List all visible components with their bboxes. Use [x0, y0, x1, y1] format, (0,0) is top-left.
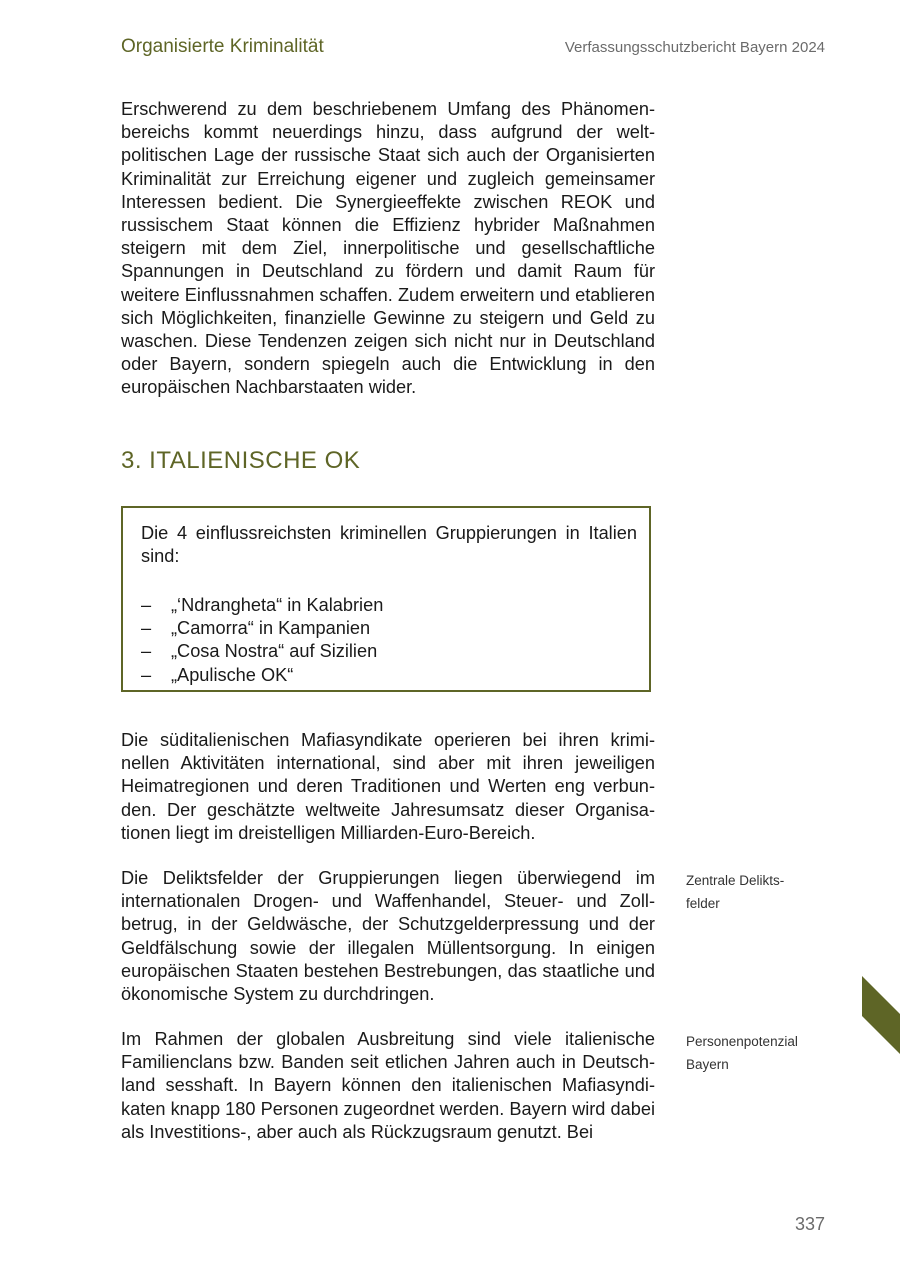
- list-item-text: „Apulische OK“: [171, 664, 294, 685]
- list-item-text: „‘Ndrangheta“ in Kalabrien: [171, 595, 384, 615]
- info-box-intro: Die 4 einflussreichsten kriminellen Gruppierungen in Italien sind:: [141, 523, 637, 567]
- margin-note-crime-fields: [686, 869, 806, 915]
- list-item: [141, 617, 383, 640]
- list-item-text: „Cosa Nostra“ auf Sizilien: [171, 641, 378, 662]
- paragraph-russian-state: Erschwerend zu dem beschriebenem Umfang des Phänomenbereichs kommt neuerdings hinzu, dass aufgrund der weltpolitischen Lage der russische Staat sich auch der Organisierten Kriminalität zur Erreichung eigener und zugleich gemeinsamer Interessen bedient. Die Synergieeffekte zwischen REOK und russischem Staat können die Effizienz hybrider Maßnahmen steigern mit dem Ziel, innerpolitische und gesellschaftliche Spannungen in Deutschland zu fördern und damit Raum für weitere Einflussnahmen schaffen. Zudem erweitern und etablieren sich Möglichkeiten, finanzielle Gewinne zu steigern und Geld zu waschen. Diese Tendenzen zeigen sich nicht nur in Deutschland oder Bayern, sondern spiegeln auch die Entwicklung in den europäischen Nachbarstaaten wider.: [121, 99, 655, 398]
- margin-note-line: Personenpotenzial: [686, 1034, 798, 1049]
- margin-note-personnel: [686, 1030, 806, 1076]
- group-list: [141, 594, 383, 687]
- chapter-tab-marker: [862, 976, 900, 1054]
- section-heading: 3. ITALIENISCHE OK: [121, 447, 361, 474]
- list-item: [141, 594, 383, 617]
- margin-note-line: Zentrale Delikts-: [686, 873, 785, 888]
- list-dash: –: [141, 664, 152, 685]
- margin-note-line: felder: [686, 896, 720, 911]
- chapter-tab-shape: [862, 976, 900, 1054]
- paragraph-crime-fields: Die Deliktsfelder der Gruppierungen liegen überwiegend im internationalen Drogen- und Waffenhandel, Steuer- und Zollbetrug, in der Geldwäsche, der Schutzgelderpressung und der Geldfälschung sowie der illegalen Müllentsorgung. In einigen europäischen Staaten bestehen Bestrebungen, das staatliche und ökonomische System zu durchdringen.: [121, 868, 655, 1005]
- list-dash: –: [141, 595, 152, 615]
- list-dash: –: [141, 641, 152, 662]
- paragraph-mafia-syndicates: Die süditalienischen Mafiasyndikate operieren bei ihren kriminellen Aktivitäten international, sind aber mit ihren jeweiligen Heimatregionen und deren Traditionen und Werten eng verbunden. Der geschätzte weltweite Jahresumsatz dieser Organisationen liegt im dreistelligen Milliarden-Euro-Bereich.: [121, 730, 655, 843]
- list-item-text: „Camorra“ in Kampanien: [171, 618, 371, 639]
- list-item: [141, 664, 383, 687]
- info-box: [121, 506, 651, 692]
- paragraph-personnel-bavaria: Im Rahmen der globalen Ausbreitung sind viele italienische Familienclans bzw. Banden seit etlichen Jahren auch in Deutschland sesshaft. In Bayern können den italienischen Mafiasyndikaten knapp 180 Personen zugeordnet werden. Bayern wird dabei als Investitions-, aber auch als Rückzugsraum genutzt. Bei: [121, 1029, 655, 1142]
- page-number: 337: [794, 1214, 825, 1234]
- list-item: [141, 640, 383, 663]
- margin-note-line: Bayern: [686, 1057, 729, 1072]
- chapter-title: Organisierte Kriminalität: [121, 36, 324, 57]
- report-title: Verfassungsschutzbericht Bayern 2024: [564, 39, 825, 56]
- list-dash: –: [141, 618, 152, 639]
